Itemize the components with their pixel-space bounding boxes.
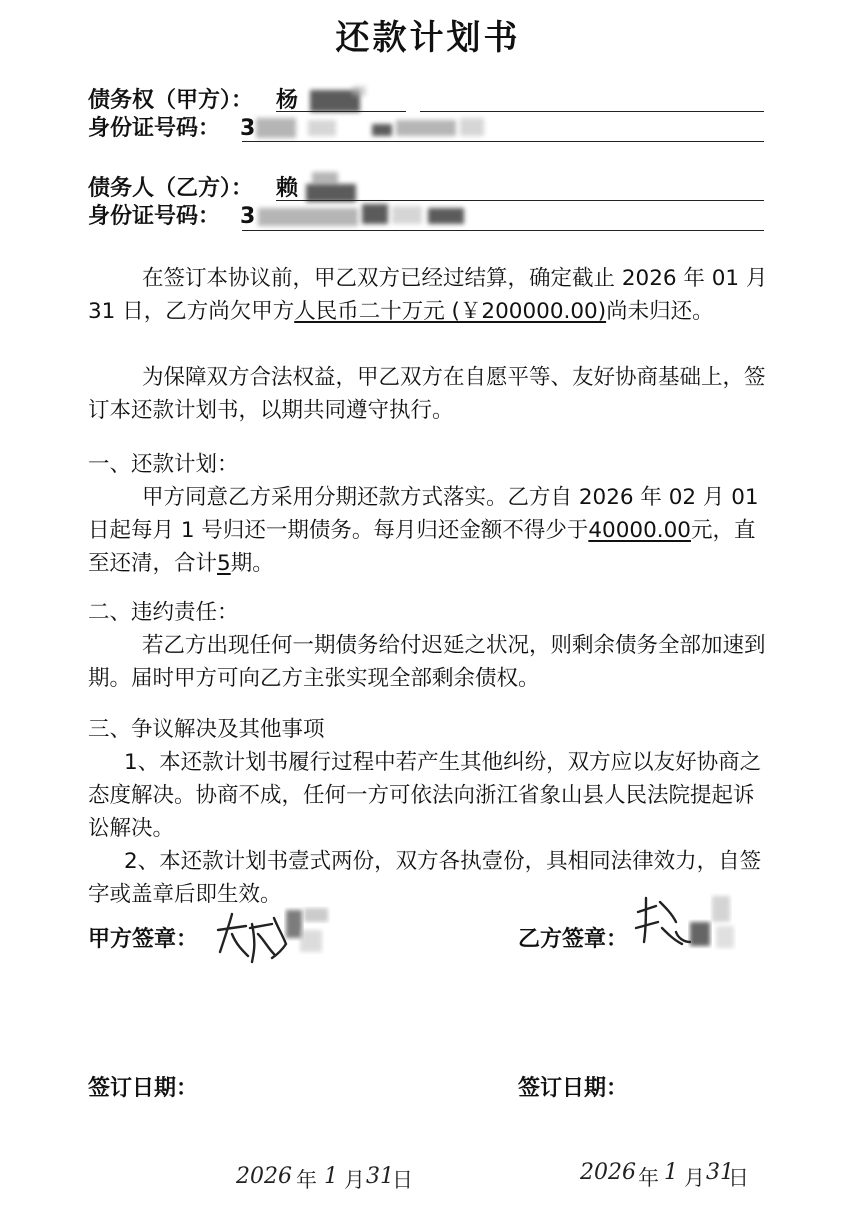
creditor-label: 债务权（甲方）： bbox=[88, 88, 254, 113]
party-b-signature-label: 乙方签章： bbox=[518, 927, 629, 952]
party-b-date-year-unit: 年 bbox=[638, 1166, 659, 1190]
redaction-block bbox=[256, 118, 296, 138]
debtor-name: 赖 bbox=[276, 176, 299, 201]
redaction-block bbox=[308, 120, 336, 136]
debtor-label: 债务人（乙方）： bbox=[88, 176, 254, 201]
debtor-id-number: 3 bbox=[240, 204, 256, 229]
party-a-date-month-unit: 月 bbox=[344, 1168, 365, 1192]
party-a-date-month: 1 bbox=[324, 1164, 338, 1189]
party-a-date-label: 签订日期： bbox=[88, 1076, 199, 1101]
section-2-text bbox=[88, 629, 768, 695]
underline bbox=[276, 111, 406, 112]
document-title: 还款计划书 bbox=[335, 18, 521, 58]
period-count: 5 bbox=[217, 551, 231, 576]
redaction-block bbox=[372, 124, 392, 136]
underline bbox=[242, 230, 764, 231]
redaction-block bbox=[392, 206, 422, 224]
party-b-date-year: 2026 bbox=[580, 1160, 636, 1185]
party-b-signature bbox=[632, 892, 742, 962]
redaction-block bbox=[428, 208, 464, 224]
party-a-date-day: 31 bbox=[366, 1164, 394, 1189]
creditor-id-number: 3 bbox=[240, 116, 256, 141]
section-2-body: 若乙方出现任何一期债务给付迟延之状况，则剩余债务全部加速到期。届时甲方可向乙方主张实现全部剩余债权。 bbox=[88, 633, 766, 691]
redaction-block bbox=[460, 118, 484, 136]
intro-text-b: 尚未归还。 bbox=[606, 299, 714, 324]
redaction-block bbox=[258, 208, 358, 226]
debt-amount: 人民币二十万元 (￥200000.00) bbox=[294, 299, 607, 324]
section-2-heading: 二、违约责任： bbox=[88, 600, 239, 625]
creditor-name: 杨 bbox=[276, 88, 299, 113]
party-a-signature bbox=[212, 904, 342, 964]
creditor-id-label: 身份证号码： bbox=[88, 116, 221, 141]
party-b-date-month: 1 bbox=[664, 1160, 678, 1185]
section-1-heading: 一、还款计划： bbox=[88, 452, 239, 477]
party-a-date-year-unit: 年 bbox=[296, 1168, 317, 1192]
intro-text-p2: 为保障双方合法权益，甲乙双方在自愿平等、友好协商基础上，签订本还款计划书，以期共同遵守执行。 bbox=[88, 365, 766, 423]
debtor-id-label: 身份证号码： bbox=[88, 204, 221, 229]
redaction-block bbox=[352, 86, 366, 96]
underline bbox=[242, 141, 764, 142]
party-a-date-year: 2026 bbox=[236, 1164, 292, 1189]
party-b-date-day: 31 bbox=[706, 1160, 734, 1185]
intro-text-a: 在签订本协议前，甲乙双方已经过结算，确定截止 2026 年 01 月 31 日，乙方尚欠甲方 bbox=[88, 266, 768, 324]
redaction-block bbox=[362, 204, 388, 224]
section-3-item-1-text: 1、本还款计划书履行过程中若产生其他纠纷，双方应以友好协商之态度解决。协商不成，任何一方可依法向浙江省象山县人民法院提起诉讼解决。 bbox=[88, 750, 762, 841]
redaction-block bbox=[396, 120, 456, 136]
section-1-text-c: 期。 bbox=[230, 551, 274, 576]
section-3-item-1 bbox=[88, 746, 768, 845]
party-b-date-label: 签订日期： bbox=[518, 1076, 629, 1101]
underline bbox=[420, 111, 764, 112]
section-3-heading: 三、争议解决及其他事项 bbox=[88, 717, 325, 742]
intro-paragraph-1 bbox=[88, 262, 768, 328]
party-a-signature-label: 甲方签章： bbox=[88, 927, 199, 952]
section-1-text bbox=[88, 481, 768, 580]
section-3-item-2-text: 2、本还款计划书壹式两份，双方各执壹份，具相同法律效力，自签字或盖章后即生效。 bbox=[88, 849, 762, 907]
section-1-text-b: 元，直至还清，合计 bbox=[88, 518, 756, 576]
party-a-date-day-unit: 日 bbox=[392, 1168, 413, 1192]
redaction-block bbox=[312, 172, 338, 184]
monthly-amount: 40000.00 bbox=[588, 518, 691, 543]
party-b-date-month-unit: 月 bbox=[684, 1166, 705, 1190]
intro-paragraph-2 bbox=[88, 361, 768, 427]
underline bbox=[276, 200, 764, 201]
section-1-text-a: 甲方同意乙方采用分期还款方式落实。乙方自 2026 年 02 月 01 日起每月 1 号归还一期债务。每月归还金额不得少于 bbox=[88, 485, 759, 543]
party-b-date-day-unit: 日 bbox=[728, 1166, 749, 1190]
